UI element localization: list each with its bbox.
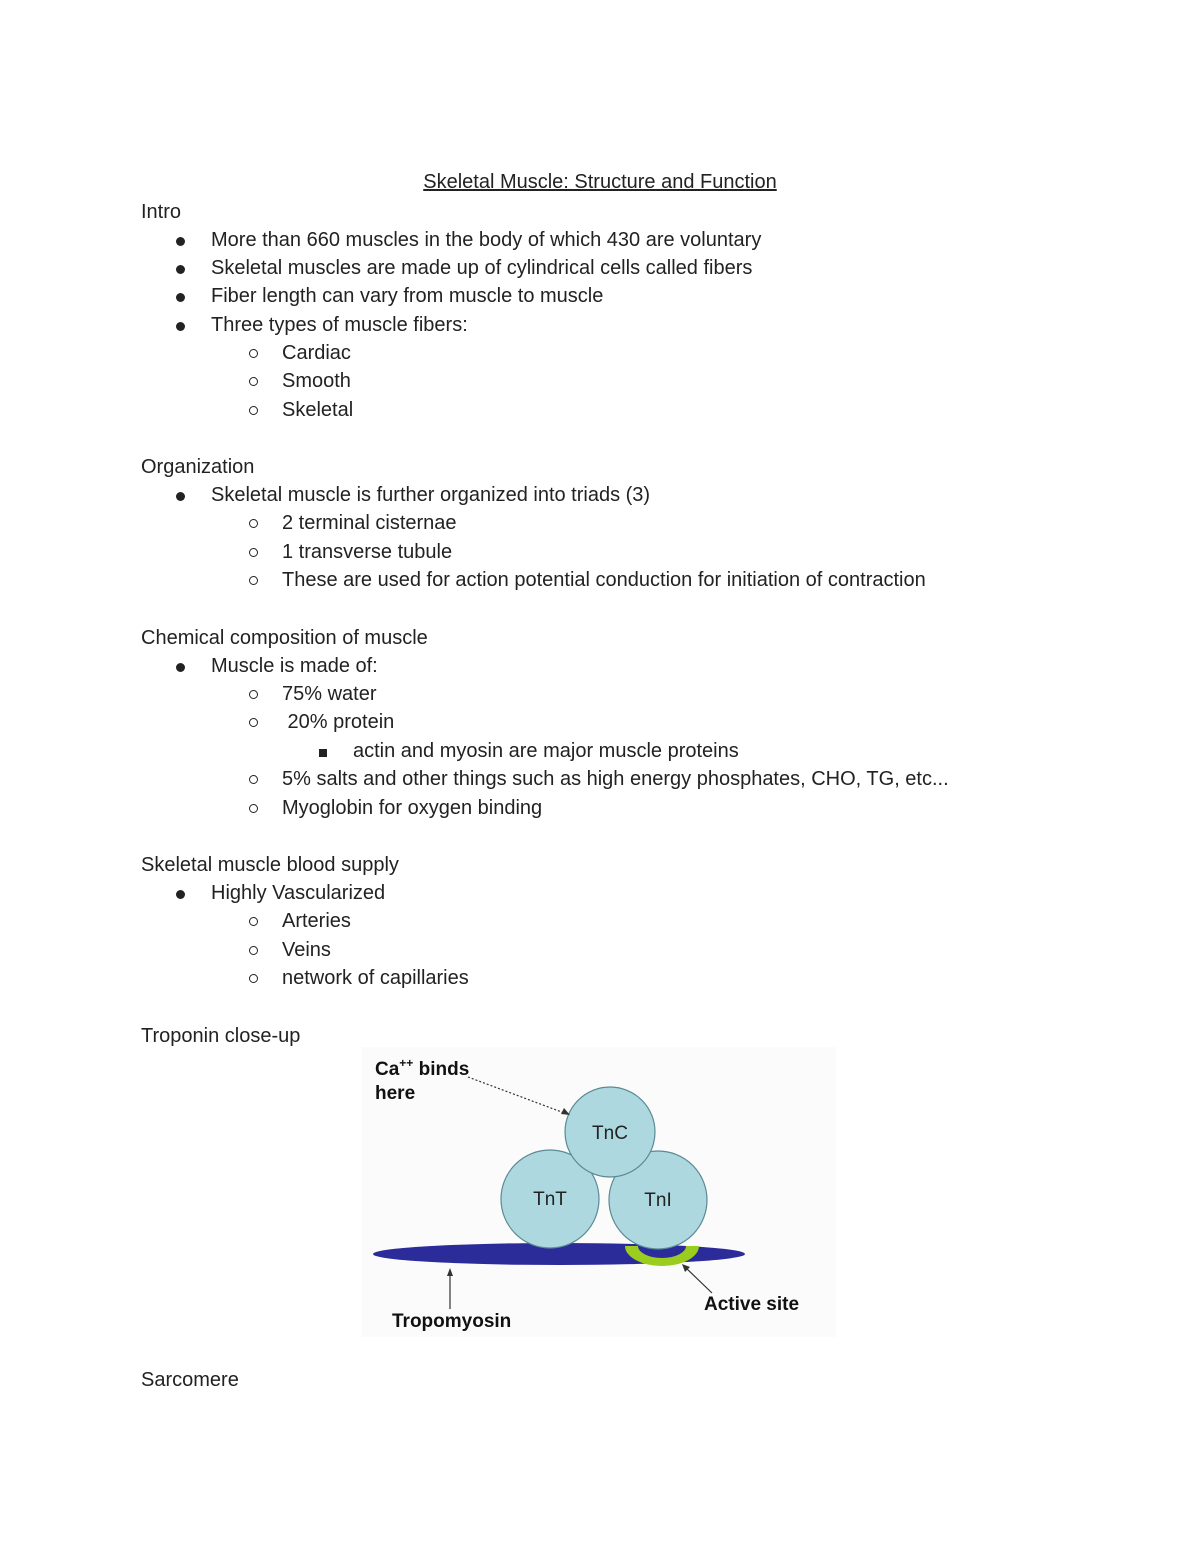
bullet-circle-icon — [249, 804, 258, 813]
list-subitem: 75% water — [282, 682, 377, 706]
list-item: Muscle is made of: — [211, 654, 378, 678]
tnc-label: TnC — [592, 1123, 628, 1144]
tropomyosin-label: Tropomyosin — [392, 1311, 512, 1332]
list-item: Fiber length can vary from muscle to muscle — [211, 284, 603, 308]
list-subitem: These are used for action potential conduction for initiation of contraction — [282, 568, 926, 592]
active-site-label: Active site — [704, 1294, 800, 1315]
bullet-circle-icon — [249, 974, 258, 983]
list-item: Three types of muscle fibers: — [211, 313, 468, 337]
section-heading-chemical: Chemical composition of muscle — [141, 627, 428, 649]
section-heading-blood: Skeletal muscle blood supply — [141, 854, 399, 876]
page-title: Skeletal Muscle: Structure and Function — [423, 171, 777, 193]
list-subitem: 20% protein — [282, 710, 394, 734]
bullet-disc-icon — [176, 663, 185, 672]
bullet-square-icon — [319, 749, 327, 757]
list-subitem: Smooth — [282, 369, 351, 393]
troponin-diagram-svg — [362, 1047, 836, 1337]
list-item: Skeletal muscle is further organized into triads (3) — [211, 483, 650, 507]
ca-here-label: here — [375, 1083, 416, 1104]
section-heading-sarcomere: Sarcomere — [141, 1369, 239, 1391]
list-subitem: Veins — [282, 938, 331, 962]
ca-binds-label: Ca++ binds — [375, 1056, 470, 1080]
bullet-circle-icon — [249, 690, 258, 699]
bullet-circle-icon — [249, 775, 258, 784]
bullet-circle-icon — [249, 576, 258, 585]
list-subitem: network of capillaries — [282, 966, 469, 990]
section-heading-intro: Intro — [141, 201, 182, 223]
list-item: More than 660 muscles in the body of which 430 are voluntary — [211, 228, 761, 252]
bullet-circle-icon — [249, 917, 258, 926]
section-heading-troponin: Troponin close-up — [141, 1025, 301, 1047]
list-subsubitem: actin and myosin are major muscle proteins — [353, 739, 739, 763]
list-subitem: Myoglobin for oxygen binding — [282, 796, 542, 820]
troponin-diagram — [362, 1047, 836, 1337]
bullet-circle-icon — [249, 519, 258, 528]
bullet-circle-icon — [249, 946, 258, 955]
bullet-circle-icon — [249, 406, 258, 415]
list-subitem: 5% salts and other things such as high energy phosphates, CHO, TG, etc... — [282, 767, 949, 791]
list-subitem: Arteries — [282, 909, 351, 933]
section-heading-organization: Organization — [141, 456, 255, 478]
bullet-disc-icon — [176, 322, 185, 331]
list-subitem: 2 terminal cisternae — [282, 511, 457, 535]
list-item: Highly Vascularized — [211, 881, 385, 905]
list-subitem: 1 transverse tubule — [282, 540, 452, 564]
bullet-disc-icon — [176, 265, 185, 274]
bullet-disc-icon — [176, 492, 185, 501]
bullet-circle-icon — [249, 548, 258, 557]
bullet-disc-icon — [176, 890, 185, 899]
list-subitem: Cardiac — [282, 341, 351, 365]
list-subitem: Skeletal — [282, 398, 353, 422]
tnt-label: TnT — [533, 1189, 567, 1210]
list-item: Skeletal muscles are made up of cylindrical cells called fibers — [211, 256, 752, 280]
bullet-circle-icon — [249, 718, 258, 727]
bullet-circle-icon — [249, 377, 258, 386]
tni-label: TnI — [644, 1190, 672, 1211]
bullet-disc-icon — [176, 293, 185, 302]
bullet-circle-icon — [249, 349, 258, 358]
bullet-disc-icon — [176, 237, 185, 246]
